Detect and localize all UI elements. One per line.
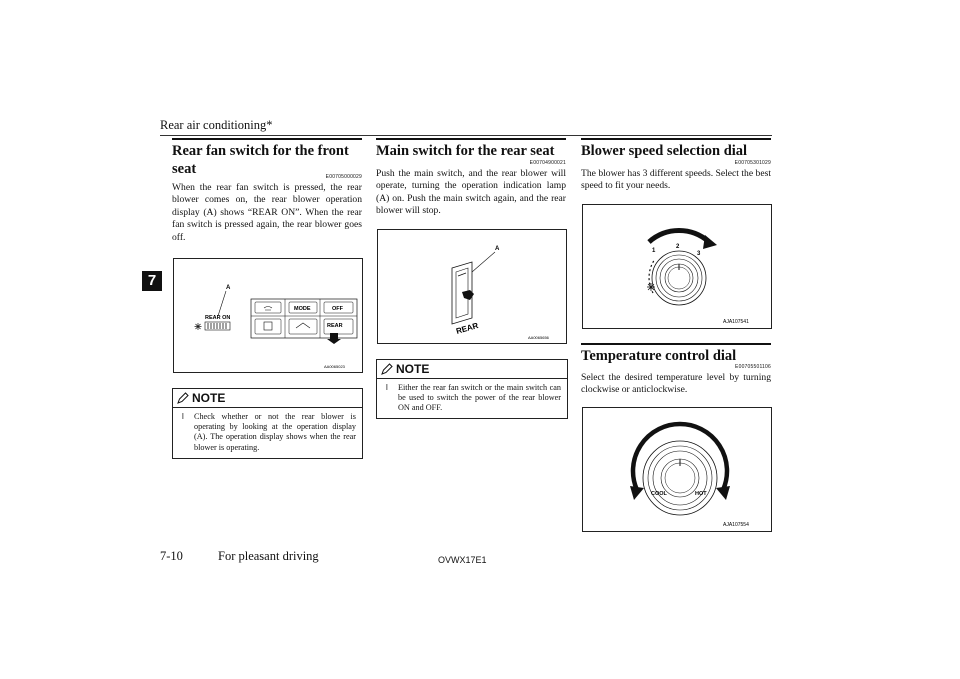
speed-1-label: 1 bbox=[652, 248, 656, 254]
section-code: E00705501106 bbox=[735, 364, 771, 370]
rear-fan-switch-figure bbox=[173, 258, 363, 373]
blower-dial-knob bbox=[652, 251, 706, 305]
chapter-tab: 7 bbox=[142, 271, 162, 291]
main-switch-figure bbox=[377, 229, 567, 344]
header-divider bbox=[160, 135, 772, 136]
indicator-lamp bbox=[458, 273, 466, 276]
defrost-icon bbox=[264, 307, 272, 311]
section-code: E00705000029 bbox=[325, 174, 362, 180]
speed-2-label: 2 bbox=[676, 244, 680, 250]
callout-a: A bbox=[226, 285, 231, 291]
bidirectional-arrow bbox=[633, 424, 727, 490]
section-code: E00705301029 bbox=[734, 160, 771, 166]
section-title-rear-fan: Rear fan switch for the front seat bbox=[172, 143, 349, 177]
note-pencil-icon bbox=[177, 392, 189, 404]
temperature-dial-knob bbox=[643, 441, 717, 515]
document-code: OVWX17E1 bbox=[438, 555, 487, 565]
section-body: Select the desired temperature level by turning clockwise or anticlockwise. bbox=[581, 372, 771, 396]
section-title-blower-speed: Blower speed selection dial bbox=[581, 143, 748, 159]
blower-dial-illustration bbox=[583, 205, 771, 328]
rear-on-label: REAR ON bbox=[205, 315, 231, 321]
clockwise-arrow bbox=[649, 231, 709, 242]
note-bullet: l bbox=[182, 412, 184, 421]
note-box bbox=[376, 359, 568, 419]
section-rule bbox=[581, 343, 771, 345]
section-title-temperature: Temperature control dial bbox=[581, 348, 737, 364]
section-rule bbox=[581, 138, 771, 140]
page-number: 7-10 bbox=[160, 549, 183, 563]
note-header bbox=[377, 360, 567, 378]
section-rule bbox=[376, 138, 566, 140]
cool-label: COOL bbox=[651, 491, 667, 497]
arrow-head-icon bbox=[703, 235, 717, 249]
section-body: When the rear fan switch is pressed, the rear blower comes on, the rear blower operation display (A) shows “REAR ON”. When the rear fan switch is pressed again, the rear blower goes off. bbox=[172, 182, 362, 243]
note-header bbox=[173, 389, 362, 407]
temperature-dial-illustration bbox=[583, 408, 771, 531]
recirculation-icon bbox=[296, 323, 310, 328]
figure-code: AJA107554 bbox=[723, 522, 749, 528]
main-switch-illustration bbox=[378, 230, 566, 343]
temperature-dial-figure bbox=[582, 407, 772, 532]
mode-label: MODE bbox=[294, 306, 311, 312]
arrow-left-head-icon bbox=[630, 486, 644, 500]
note-bullet: l bbox=[386, 383, 388, 392]
section-rule bbox=[172, 138, 362, 140]
rear-defogger-icon bbox=[264, 322, 272, 330]
rear-fan-switch-illustration bbox=[174, 259, 362, 372]
hot-label: HOT bbox=[695, 491, 707, 497]
note-heading: NOTE bbox=[192, 391, 226, 405]
callout-a: A bbox=[495, 246, 500, 252]
rear-button-label: REAR bbox=[327, 323, 343, 329]
figure-code: AJA107541 bbox=[723, 319, 749, 325]
note-pencil-icon bbox=[381, 363, 393, 375]
note-text: Check whether or not the rear blower is operating by looking at the operation display (A). The operation display shows when the rear blower is operating. bbox=[194, 412, 356, 452]
section-body: The blower has 3 different speeds. Select the best speed to fit your needs. bbox=[581, 168, 771, 192]
press-arrow-icon bbox=[327, 333, 341, 344]
note-heading: NOTE bbox=[396, 362, 430, 376]
section-title-main-switch: Main switch for the rear seat bbox=[376, 143, 555, 159]
note-box bbox=[172, 388, 363, 459]
off-label: OFF bbox=[332, 306, 343, 312]
fan-icon bbox=[195, 323, 202, 330]
figure-code: AA0065023 bbox=[324, 364, 345, 369]
arrow-right-head-icon bbox=[716, 486, 730, 500]
section-name: For pleasant driving bbox=[218, 549, 319, 563]
rear-label: REAR bbox=[455, 321, 480, 336]
operation-display-bars bbox=[205, 322, 230, 330]
section-body: Push the main switch, and the rear blower will operate, turning the operation indication lamp (A) on. Push the main switch again, and the rear blower will stop. bbox=[376, 168, 566, 217]
note-text: Either the rear fan switch or the main switch can be used to switch the power of the rear blower ON and OFF. bbox=[398, 383, 561, 413]
speed-3-label: 3 bbox=[697, 251, 701, 257]
switch-panel bbox=[251, 299, 357, 344]
figure-code: AA0065656 bbox=[528, 335, 549, 340]
running-header: Rear air conditioning* bbox=[160, 118, 273, 132]
section-code: E00704900021 bbox=[529, 160, 566, 166]
main-switch-body bbox=[452, 262, 474, 324]
blower-dial-figure bbox=[582, 204, 772, 329]
